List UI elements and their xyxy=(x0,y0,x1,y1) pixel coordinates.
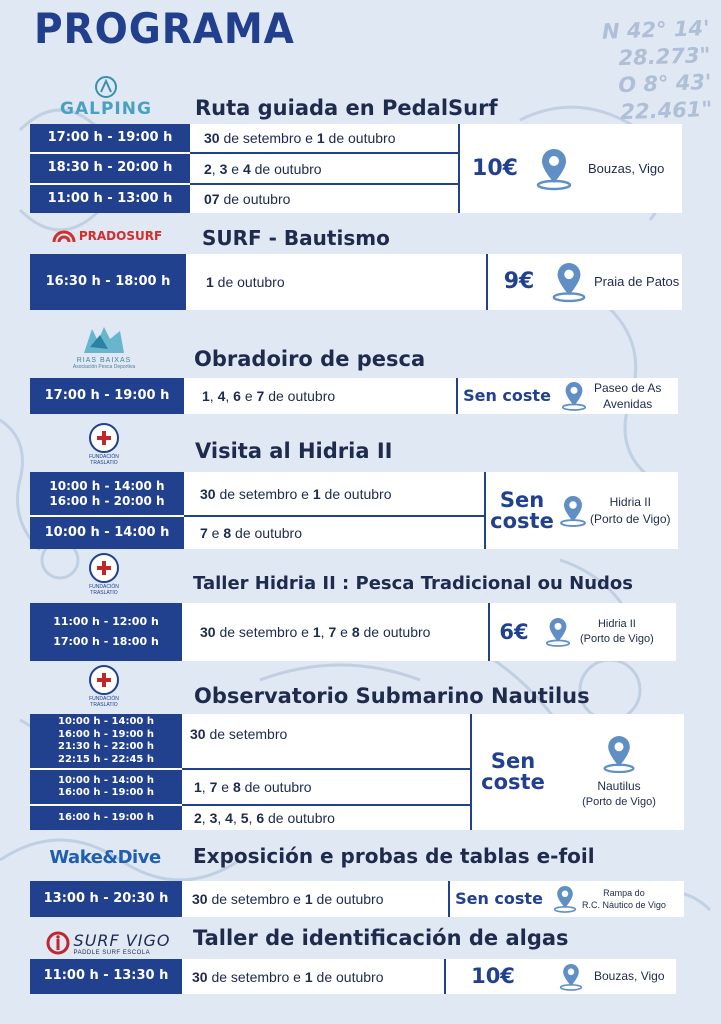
section-title-hidria: Visita al Hidria II xyxy=(195,439,393,463)
section-title-obradoiro: Obradoiro de pesca xyxy=(194,347,426,371)
date-cell xyxy=(190,185,458,213)
price: Sen coste xyxy=(456,378,556,414)
pradosurf-logo xyxy=(48,226,166,246)
date-cell xyxy=(182,770,470,806)
date-text: 30 de setembro e 1, 7 e 8 de outubro xyxy=(200,624,431,640)
date-text: 30 de setembro e 1 de outubro xyxy=(192,891,384,907)
date-text: 07 de outubro xyxy=(204,191,291,207)
time-cell xyxy=(30,959,182,994)
schedule-surf xyxy=(30,254,682,310)
time-cell xyxy=(30,881,182,917)
traslatio-logo xyxy=(84,664,124,708)
price: Sen coste xyxy=(448,881,548,917)
section-title-algas: Taller de identificación de algas xyxy=(193,926,569,950)
location-text xyxy=(594,968,665,984)
date-cell xyxy=(184,472,484,517)
coordinate-north: N 42° 14' 28.273" xyxy=(601,15,711,71)
pradosurf-logo-icon xyxy=(52,229,76,243)
location xyxy=(530,124,682,213)
location-line: Bouzas, Vigo xyxy=(594,969,665,984)
traslatio-logo-text: FUNDACIÓN TRASLATIO xyxy=(89,453,119,466)
time-cell xyxy=(30,254,186,310)
time-text: 11:00 h - 13:00 h xyxy=(47,190,173,206)
date-text: 30 de setembro e 1 de outubro xyxy=(192,968,384,985)
price xyxy=(470,714,554,830)
location xyxy=(550,254,682,310)
price: 10€ xyxy=(458,124,530,213)
date-text: 7 e 8 de outubro xyxy=(200,525,303,541)
time-text: 11:00 h - 12:00 h xyxy=(53,615,159,629)
time-cell xyxy=(30,124,190,154)
location-pin-icon xyxy=(552,884,578,914)
location-text xyxy=(594,273,679,291)
location-line: Praia de Patos xyxy=(594,274,680,290)
location-text xyxy=(582,778,656,809)
location-line: Paseo de As xyxy=(594,380,662,395)
location-text xyxy=(580,617,654,647)
date-cell xyxy=(182,806,470,830)
schedule-obradoiro xyxy=(30,378,678,414)
time-text: 16:00 h - 20:00 h xyxy=(49,493,165,508)
price-line: coste xyxy=(490,508,554,533)
time-text: 16:00 h - 19:00 h xyxy=(58,787,154,798)
location-line: (Porto de Vigo) xyxy=(580,633,654,645)
location-pin-icon xyxy=(601,734,637,774)
time-text: 13:00 h - 20:30 h xyxy=(43,890,169,906)
rias-baixas-logo xyxy=(54,318,154,374)
coordinate-west: O 8° 43' 22.461" xyxy=(617,69,713,125)
date-cell xyxy=(182,959,444,994)
surf-vigo-logo-text: SURF VIGO xyxy=(73,930,171,950)
time-text: 18:30 h - 20:00 h xyxy=(47,160,173,176)
schedule-pedalsurf xyxy=(30,124,682,213)
time-text: 10:00 h - 14:00 h xyxy=(44,524,170,540)
location-line: Nautilus xyxy=(597,779,641,794)
location-line: Avenidas xyxy=(603,397,653,411)
location-line: Rampa do xyxy=(603,887,645,898)
traslatio-logo xyxy=(84,422,124,466)
location-pin-icon xyxy=(558,493,588,529)
rias-baixas-logo-text: RIAS BAIXAS xyxy=(76,356,132,364)
location xyxy=(538,603,676,661)
traslatio-seal-icon xyxy=(89,423,119,453)
location xyxy=(548,881,684,917)
wake-dive-logo-text: Wake&Dive xyxy=(49,846,161,868)
location xyxy=(554,714,684,830)
page-title: PROGRAMA xyxy=(34,4,295,53)
time-text: 10:00 h - 14:00 h xyxy=(58,774,154,786)
location-text xyxy=(590,494,671,526)
time-cell xyxy=(30,185,190,213)
price: 6€ xyxy=(488,603,538,661)
traslatio-seal-icon xyxy=(89,665,119,695)
date-cell xyxy=(190,154,458,185)
date-text: 30 de setembro xyxy=(190,726,288,742)
time-text: 11:00 h - 13:30 h xyxy=(43,968,169,984)
surf-vigo-logo-subtext: PADDLE SURF ESCOLA xyxy=(73,949,151,956)
traslatio-logo-text: FUNDACIÓN TRASLATIO xyxy=(89,695,119,708)
price-line: Sen xyxy=(490,749,536,773)
schedule-efoil xyxy=(30,881,684,917)
rias-baixas-logo-icon xyxy=(80,323,128,357)
traslatio-logo xyxy=(84,552,124,596)
location-text xyxy=(588,160,664,178)
date-cell xyxy=(184,517,484,549)
time-text: 22:15 h - 22:45 h xyxy=(58,753,154,765)
date-cell xyxy=(182,714,470,770)
price: 9€ xyxy=(486,254,550,310)
pradosurf-logo-text: PRADOSURF xyxy=(78,229,163,243)
date-text: 1, 4, 6 e 7 de outubro xyxy=(202,388,336,404)
galping-logo-icon xyxy=(94,75,118,99)
date-text: 1, 7 e 8 de outubro xyxy=(194,779,312,795)
section-title-surf: SURF - Bautismo xyxy=(202,226,390,250)
time-text: 10:00 h - 14:00 h xyxy=(58,716,154,727)
time-cell xyxy=(30,472,184,517)
location-line: (Porto de Vigo) xyxy=(590,511,671,526)
location-line: Bouzas, Vigo xyxy=(588,160,665,176)
location xyxy=(558,472,678,549)
date-text: 2, 3 e 4 de outubro xyxy=(204,160,322,177)
rias-baixas-logo-subtext: Asociación Pesca Deportiva xyxy=(72,363,136,370)
schedule-hidria xyxy=(30,472,678,549)
location-text xyxy=(594,380,661,412)
schedule-algas xyxy=(30,959,676,994)
date-text: 2, 3, 4, 5, 6 de outubro xyxy=(194,810,335,826)
time-cell xyxy=(30,714,182,770)
price-line: Sen xyxy=(499,487,545,512)
coordinates xyxy=(534,15,713,129)
time-cell xyxy=(30,603,182,661)
location-pin-icon xyxy=(558,962,584,992)
date-cell xyxy=(186,254,486,310)
time-text: 16:00 h - 19:00 h xyxy=(58,811,154,823)
location-pin-icon xyxy=(534,147,574,191)
date-cell xyxy=(182,603,488,661)
location xyxy=(556,378,678,414)
section-title-pedalsurf: Ruta guiada en PedalSurf xyxy=(195,96,498,120)
date-text: 30 de setembro e 1 de outubro xyxy=(200,485,392,502)
location-text xyxy=(582,887,666,911)
location-line: Hidria II xyxy=(597,618,636,631)
date-text: 30 de setembro e 1 de outubro xyxy=(204,130,396,146)
location xyxy=(540,959,676,994)
traslatio-logo-text: FUNDACIÓN TRASLATIO xyxy=(89,583,119,596)
surf-vigo-logo-icon xyxy=(46,931,70,955)
schedule-taller-hidria xyxy=(30,603,676,661)
traslatio-seal-icon xyxy=(89,553,119,583)
time-text: 17:00 h - 19:00 h xyxy=(47,129,173,145)
time-cell xyxy=(30,154,190,185)
date-cell xyxy=(184,378,456,414)
date-text: 1 de outubro xyxy=(206,274,285,290)
price-line: coste xyxy=(481,770,545,794)
time-cell xyxy=(30,517,184,549)
price: 10€ xyxy=(444,959,540,994)
section-title-efoil: Exposición e probas de tablas e-foil xyxy=(193,844,595,868)
date-cell xyxy=(190,124,458,154)
time-cell xyxy=(30,770,182,806)
location-pin-icon xyxy=(544,616,572,648)
wake-dive-logo xyxy=(38,842,172,872)
time-cell xyxy=(30,378,184,414)
time-text: 17:00 h - 18:00 h xyxy=(53,635,159,648)
location-pin-icon xyxy=(550,260,588,304)
section-title-taller-hidria: Taller Hidria II : Pesca Tradicional ou Nudos xyxy=(193,573,633,594)
schedule-nautilus xyxy=(30,714,684,830)
location-pin-icon xyxy=(560,380,588,412)
time-cell xyxy=(30,806,182,830)
price xyxy=(484,472,558,549)
time-text: 16:00 h - 19:00 h xyxy=(58,728,154,740)
surf-vigo-logo xyxy=(30,926,186,960)
time-text: 16:30 h - 18:00 h xyxy=(45,273,171,289)
location-line: R.C. Náutico de Vigo xyxy=(582,900,666,910)
section-title-nautilus: Observatorio Submarino Nautilus xyxy=(194,684,590,708)
time-text: 10:00 h - 14:00 h xyxy=(49,478,165,493)
location-line: (Porto de Vigo) xyxy=(582,795,656,808)
time-text: 21:30 h - 22:00 h xyxy=(58,741,154,752)
time-text: 17:00 h - 19:00 h xyxy=(44,387,170,403)
galping-logo-text: GALPING xyxy=(60,99,152,119)
location-line: Hidria II xyxy=(609,495,651,510)
galping-logo xyxy=(56,74,156,120)
date-cell xyxy=(182,881,448,917)
